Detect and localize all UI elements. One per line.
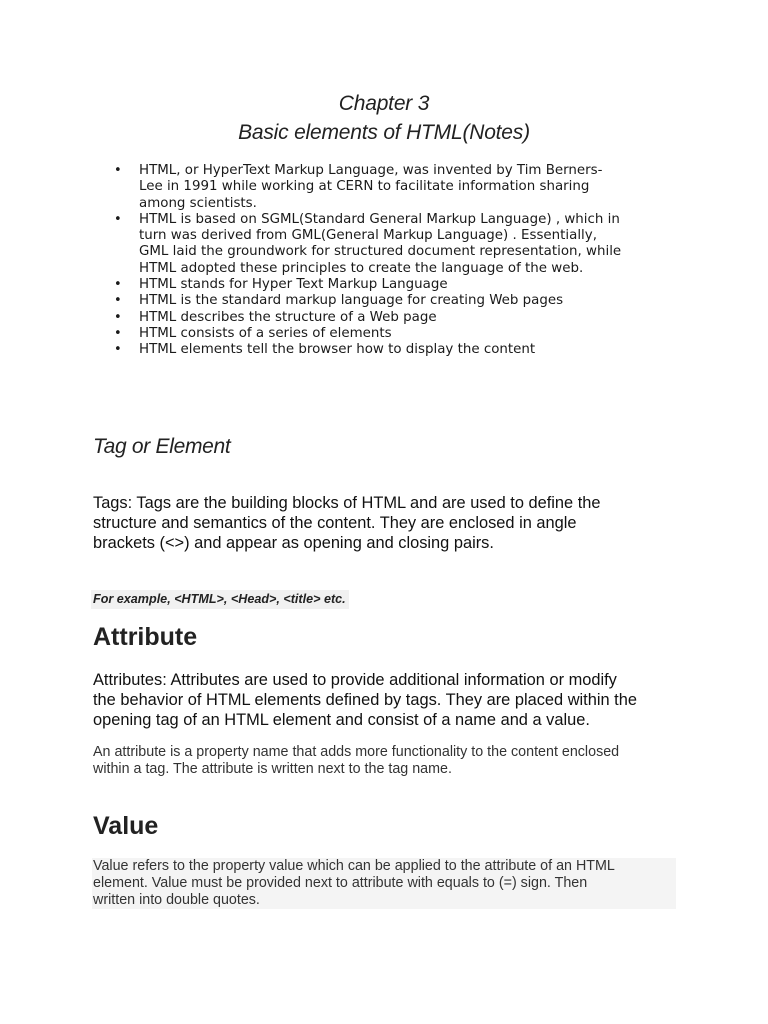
- paragraph-line: the behavior of HTML elements defined by tags. They are placed within the: [93, 691, 637, 709]
- bullet-item: [110, 163, 680, 212]
- paragraph-line: An attribute is a property name that adds more functionality to the content enclosed: [93, 744, 620, 760]
- bullet-line: among scientists.: [139, 195, 257, 211]
- bullet-item: [110, 342, 680, 358]
- bullet-line: HTML is based on SGML(Standard General Markup Language) , which in: [139, 211, 620, 227]
- paragraph-line: structure and semantics of the content. They are enclosed in angle: [93, 514, 577, 532]
- paragraph-line: written into double quotes.: [93, 892, 260, 908]
- bullet-line: HTML describes the structure of a Web page: [139, 309, 437, 325]
- intro-bullet-list: [110, 163, 680, 359]
- bullet-line: HTML, or HyperText Markup Language, was invented by Tim Berners-: [139, 163, 603, 178]
- paragraph-line: opening tag of an HTML element and consist of a name and a value.: [93, 711, 590, 729]
- tag-section-heading: Tag or Element: [93, 435, 231, 458]
- paragraph-line: element. Value must be provided next to attribute with equals to (=) sign. Then: [93, 875, 588, 891]
- bullet-icon: •: [114, 163, 122, 178]
- attribute-note: [93, 744, 683, 778]
- bullet-icon: •: [114, 277, 122, 293]
- bullet-icon: •: [114, 325, 122, 341]
- bullet-item: [110, 293, 680, 309]
- attribute-paragraph: [93, 670, 683, 730]
- chapter-number: Chapter 3: [338, 92, 430, 115]
- bullet-line: Lee in 1991 while working at CERN to facilitate information sharing: [139, 179, 590, 195]
- bullet-line: turn was derived from GML(General Markup Language) . Essentially,: [139, 228, 597, 244]
- bullet-icon: •: [114, 293, 122, 309]
- bullet-icon: •: [114, 211, 122, 227]
- paragraph-line: Value refers to the property value which can be applied to the attribute of an HTML: [93, 858, 615, 874]
- bullet-item: [110, 310, 680, 326]
- paragraph-line: brackets (<>) and appear as opening and closing pairs.: [93, 534, 494, 552]
- paragraph-line: Attributes: Attributes are used to provide additional information or modify: [93, 671, 617, 689]
- bullet-icon: •: [114, 342, 122, 358]
- chapter-subtitle: Basic elements of HTML(Notes): [238, 121, 530, 144]
- paragraph-line: within a tag. The attribute is written next to the tag name.: [93, 761, 452, 777]
- bullet-item: [110, 277, 680, 293]
- bullet-line: HTML elements tell the browser how to display the content: [139, 342, 536, 358]
- value-paragraph: [92, 858, 676, 909]
- value-heading: Value: [93, 812, 159, 840]
- bullet-line: HTML consists of a series of elements: [139, 325, 392, 341]
- bullet-line: HTML is the standard markup language for creating Web pages: [139, 293, 564, 309]
- tag-example-note: For example, <HTML>, <Head>, <title> etc.: [91, 590, 349, 609]
- attribute-heading: Attribute: [93, 623, 198, 651]
- bullet-line: HTML stands for Hyper Text Markup Language: [139, 277, 448, 293]
- paragraph-line: Tags: Tags are the building blocks of HTML and are used to define the: [93, 494, 601, 512]
- chapter-title: [0, 89, 768, 147]
- bullet-item: [110, 326, 680, 342]
- tags-paragraph: [93, 493, 683, 553]
- bullet-line: GML laid the groundwork for structured document representation, while: [139, 244, 622, 260]
- bullet-line: HTML adopted these principles to create the language of the web.: [139, 260, 584, 276]
- bullet-icon: •: [114, 309, 122, 325]
- bullet-item: [110, 212, 680, 277]
